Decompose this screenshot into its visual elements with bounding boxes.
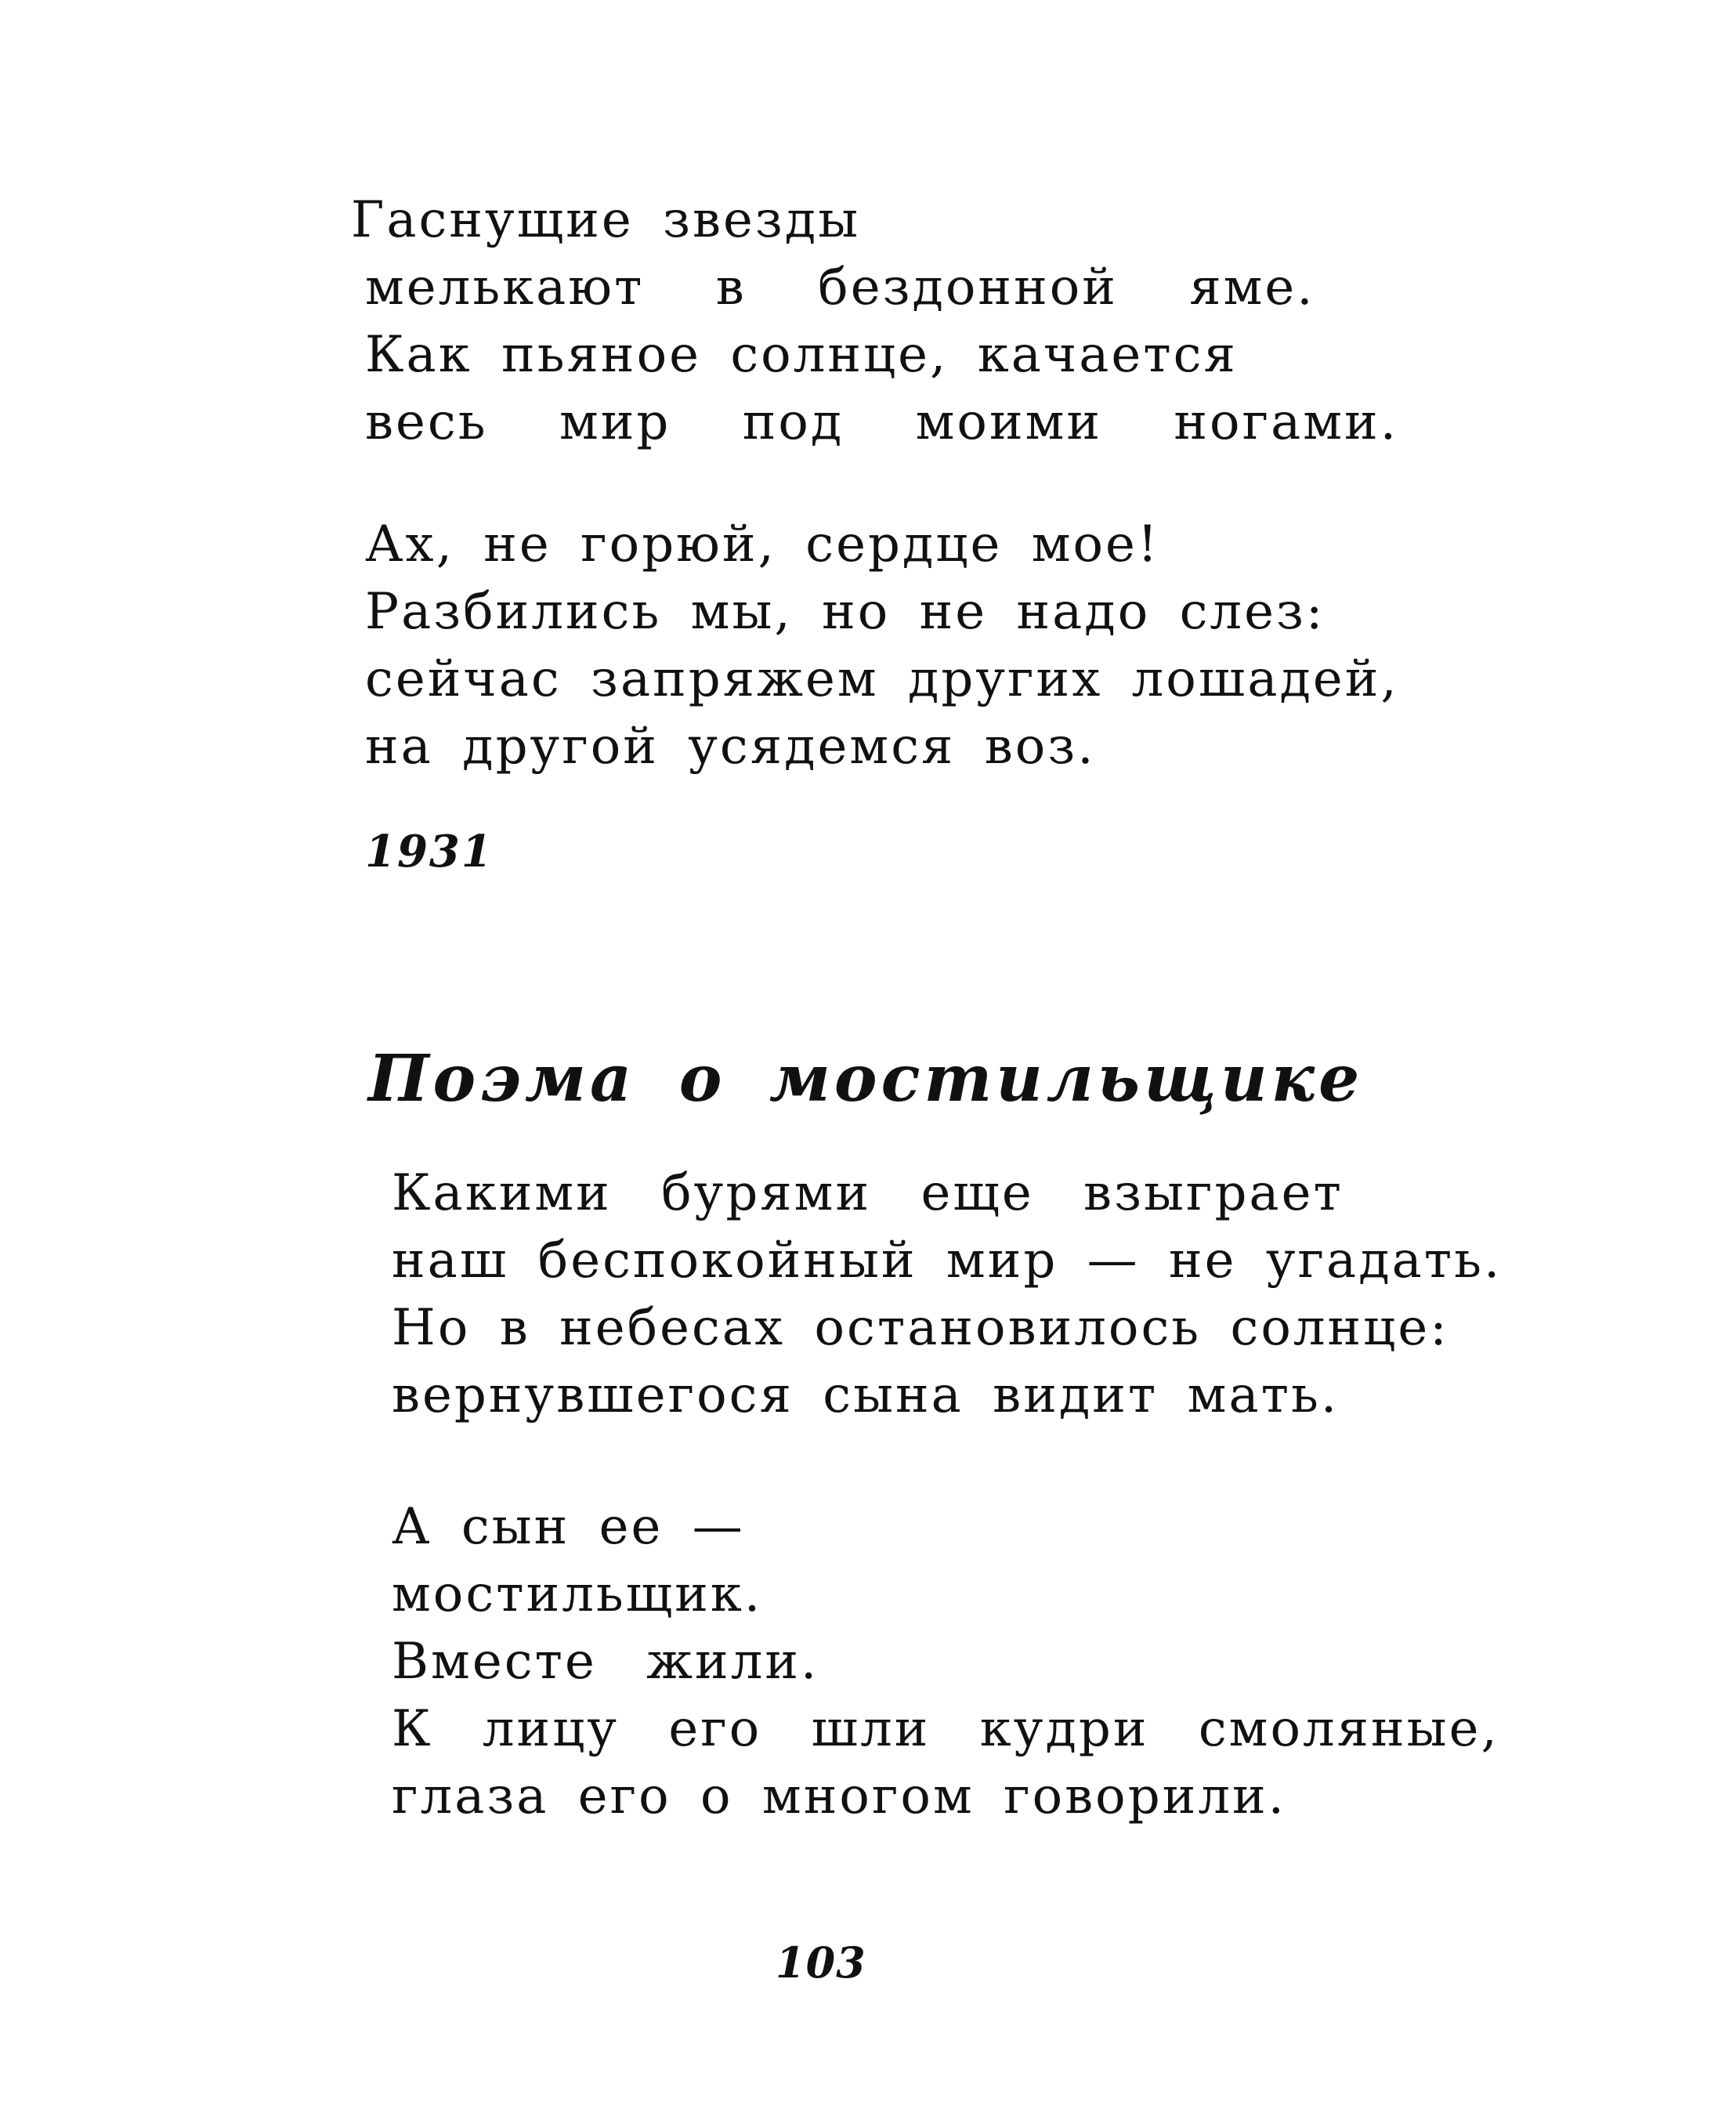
- poem-line: сейчас запряжем других лошадей,: [365, 650, 1399, 708]
- poem-line: Разбились мы, но не надо слез:: [365, 583, 1326, 641]
- poem-line: К лицу его шли кудри смоляные,: [392, 1700, 1499, 1758]
- poem-line: Ах, не горюй, сердце мое!: [365, 516, 1160, 573]
- poem-line: Гаснущие звезды: [351, 191, 861, 249]
- poem-title: Поэма о мостильщике: [368, 1041, 1364, 1116]
- poem-line: Какими бурями еще взыграет: [392, 1164, 1344, 1222]
- poem-line: Но в небесах остановилось солнце:: [392, 1299, 1449, 1357]
- poem-line: весь мир под моими ногами.: [365, 393, 1399, 451]
- poem-line: наш беспокойный мир — не угадать.: [392, 1232, 1503, 1290]
- poem-line: Вместе жили.: [392, 1633, 819, 1691]
- poem-line: Как пьяное солнце, качается: [365, 326, 1238, 384]
- page-number: 103: [776, 1937, 866, 1988]
- poem-year: 1931: [365, 826, 494, 877]
- poem-line: вернувшегося сына видит мать.: [392, 1366, 1340, 1424]
- poem-line: мостильщик.: [392, 1565, 763, 1623]
- poem-line: А сын ее —: [392, 1498, 745, 1556]
- poem-line: глаза его о многом говорили.: [392, 1767, 1286, 1825]
- poem-line: мелькают в бездонной яме.: [365, 259, 1315, 317]
- poem-line: на другой усядемся воз.: [365, 718, 1096, 776]
